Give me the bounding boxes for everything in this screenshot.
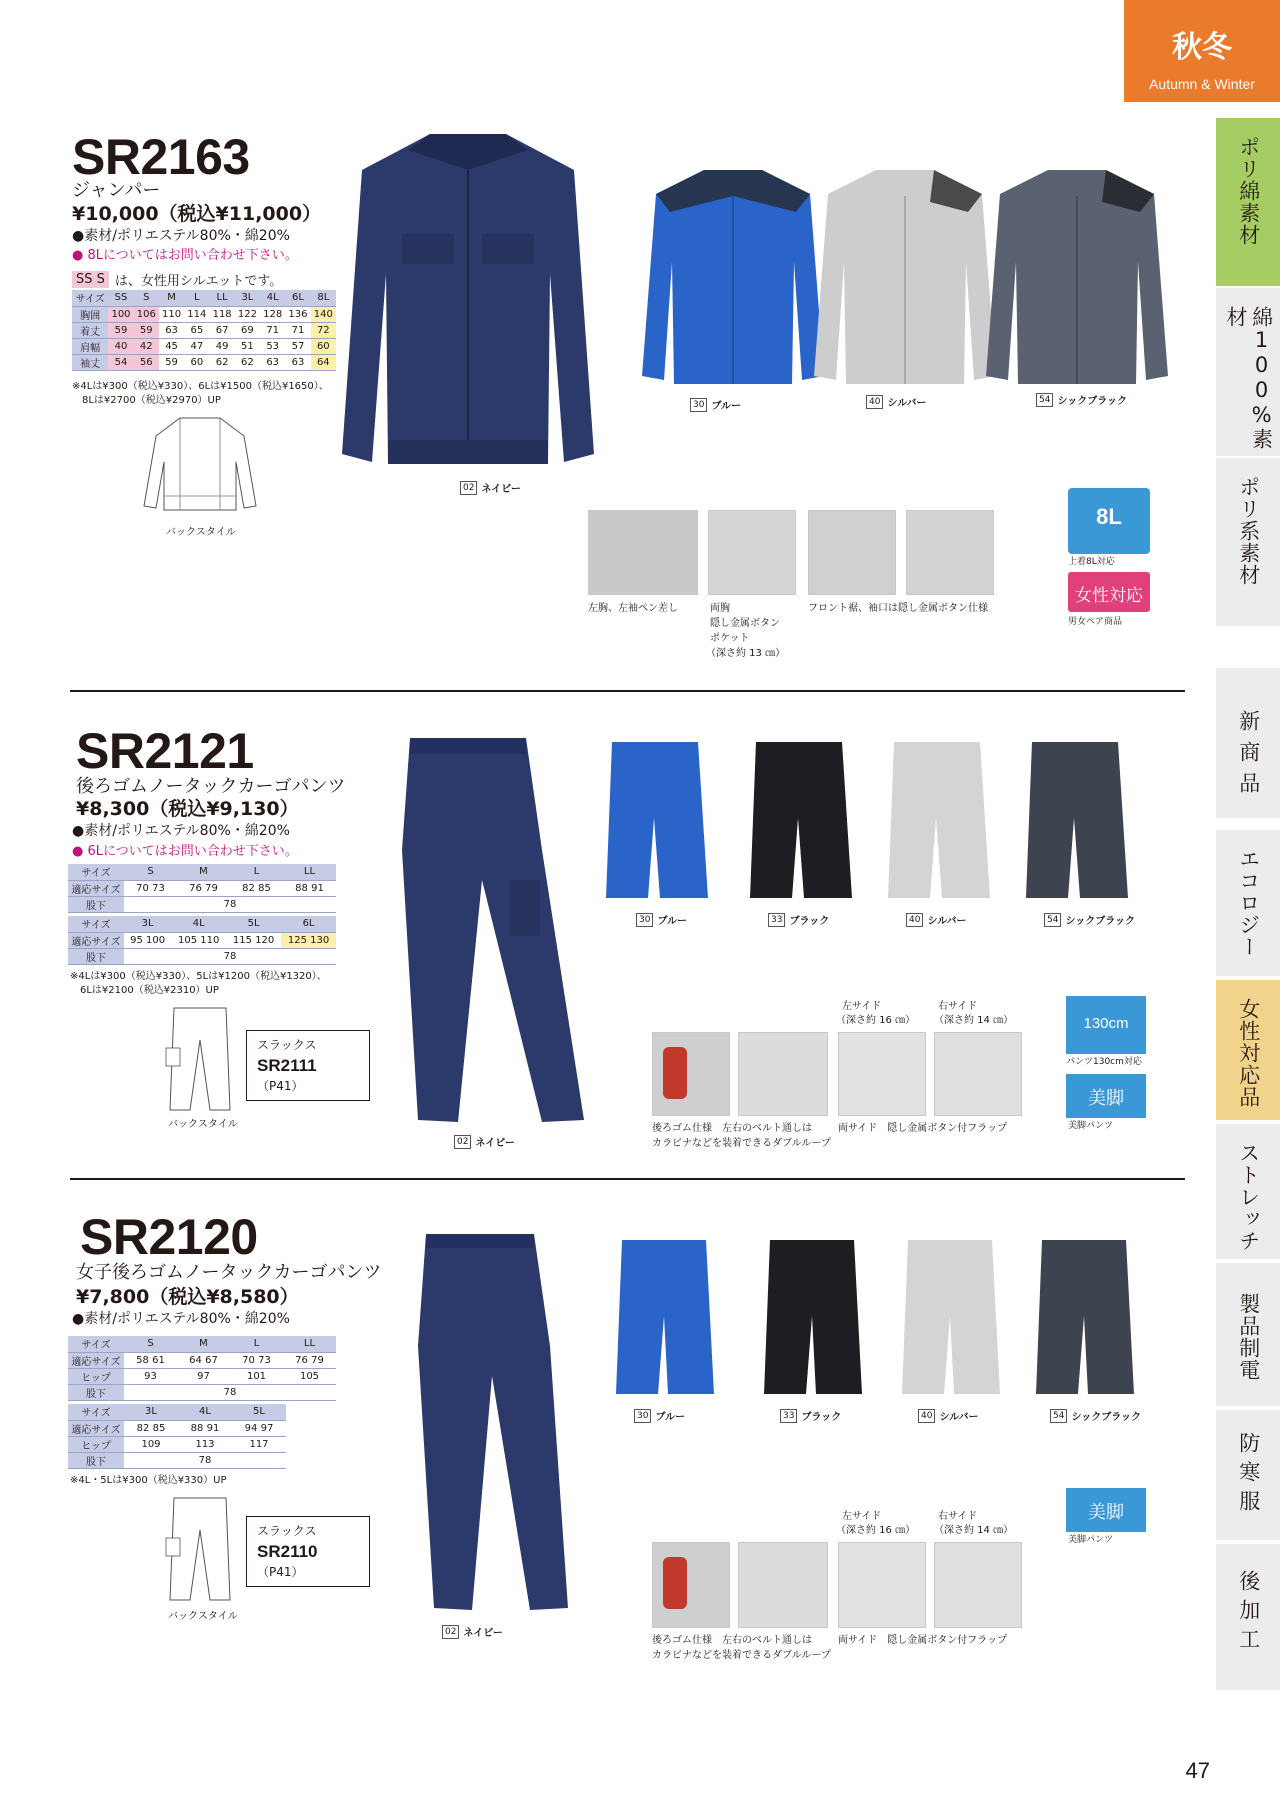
badge-8l-cap: 上着8L対応 xyxy=(1068,557,1115,567)
swatch-sr2121-black xyxy=(768,912,829,927)
td: 78 xyxy=(124,1384,336,1400)
jacket-silver-image xyxy=(810,162,1000,394)
badge-bikyaku-cap-2: 美脚パンツ xyxy=(1068,1535,1114,1545)
td: 股下 xyxy=(68,1452,124,1468)
sr2121-price: ¥8,300（税込¥9,130） xyxy=(76,798,299,820)
td: 胸囲 xyxy=(72,306,108,322)
th: サイズ xyxy=(72,290,108,306)
td: 適応サイズ xyxy=(68,932,124,948)
side-tab-postprocess[interactable] xyxy=(1216,1544,1280,1690)
sr2120-cap-1: 後ろゴム仕様 左右のベルト通しは xyxy=(652,1635,812,1646)
swatch-sr2120-black xyxy=(780,1408,841,1423)
th: M xyxy=(177,864,230,880)
td: 114 xyxy=(184,306,209,322)
th: SS xyxy=(108,290,133,306)
sr2163-price-note-2: 8Lは¥2700（税込¥2970）UP xyxy=(82,395,221,406)
td: 40 xyxy=(108,338,133,354)
season-tab xyxy=(1124,0,1280,102)
th: 3L xyxy=(124,1404,178,1420)
sr2120-model: SR2120 xyxy=(80,1209,258,1265)
td: 適応サイズ xyxy=(68,1420,124,1436)
silhouette-tag: SS S xyxy=(72,271,109,288)
sr2120-size-table-2 xyxy=(68,1404,286,1469)
badge-bikyaku-text: 美脚 xyxy=(1088,1088,1124,1109)
td: 78 xyxy=(124,948,336,964)
swatch-code: 40 xyxy=(906,913,923,927)
swatch-code: 54 xyxy=(1036,393,1053,407)
sr2121-model: SR2121 xyxy=(76,723,254,779)
td: 109 xyxy=(124,1436,178,1452)
swatch-sr2121-navy xyxy=(454,1134,515,1149)
swatch-code: 02 xyxy=(442,1625,459,1639)
td: 54 xyxy=(108,354,133,370)
detail-left-pocket-2 xyxy=(838,1542,926,1628)
td: 128 xyxy=(260,306,285,322)
td: 59 xyxy=(108,322,133,338)
sr2121-back-label: バックスタイル xyxy=(168,1119,238,1130)
td: 105 xyxy=(283,1368,336,1384)
th: サイズ xyxy=(68,916,124,932)
sr2163-back-label: バックスタイル xyxy=(166,527,236,538)
swatch-code: 02 xyxy=(454,1135,471,1149)
td: 51 xyxy=(235,338,260,354)
td: 136 xyxy=(285,306,310,322)
ref-label: スラックス xyxy=(257,1038,317,1052)
th: S xyxy=(124,864,177,880)
side-tab-stretch[interactable] xyxy=(1216,1124,1280,1259)
swatch-name: シルバー xyxy=(939,1412,979,1423)
td: ヒップ xyxy=(68,1436,124,1452)
jacket-navy-image xyxy=(338,124,598,484)
pants-back-sketch-2 xyxy=(160,1494,240,1604)
side-tab-label: 防寒服 xyxy=(1236,1432,1261,1519)
side-tab-label: エコロジー xyxy=(1236,848,1261,958)
detail-back-elastic-1 xyxy=(652,1032,730,1116)
season-jp: 秋冬 xyxy=(1172,30,1232,65)
swatch-name: シルバー xyxy=(927,916,967,927)
swatch-name: ネイビー xyxy=(481,484,521,495)
swatch-sr2120-blue xyxy=(634,1408,685,1423)
swatch-code: 40 xyxy=(866,395,883,409)
sr2120-back-label: バックスタイル xyxy=(168,1611,238,1622)
th: LL xyxy=(209,290,234,306)
detail-cap-2d: （深さ約 13 ㎝） xyxy=(706,648,786,659)
sr2163-note: ● 8Lについてはお問い合わせ下さい。 xyxy=(72,248,298,263)
sr2120-ref-box[interactable] xyxy=(246,1516,370,1587)
badge-8l-text: 8L xyxy=(1096,504,1122,529)
td: 60 xyxy=(311,338,336,354)
badge-bikyaku-text: 美脚 xyxy=(1088,1502,1124,1523)
sr2120-left-depth: （深さ約 16 ㎝） xyxy=(836,1525,916,1536)
side-tab-women[interactable] xyxy=(1216,980,1280,1120)
detail-belt-loop-1 xyxy=(738,1032,828,1116)
page-number: 47 xyxy=(1185,1758,1210,1783)
th: L xyxy=(230,864,283,880)
pants-navy-image xyxy=(392,730,592,1130)
td: 63 xyxy=(285,354,310,370)
swatch-code: 54 xyxy=(1050,1409,1067,1423)
td: 42 xyxy=(134,338,159,354)
detail-right-pocket-1 xyxy=(934,1032,1022,1116)
th: S xyxy=(124,1336,177,1352)
th: 4L xyxy=(171,916,226,932)
sr2163-price-note-1: ※4Lは¥300（税込¥330）、6Lは¥1500（税込¥1650）、 xyxy=(72,381,329,392)
td: 122 xyxy=(235,306,260,322)
th: 6L xyxy=(281,916,336,932)
sr2120-size-table-1 xyxy=(68,1336,336,1401)
detail-right-pocket-2 xyxy=(934,1542,1022,1628)
badge-130-text: 130cm xyxy=(1083,1015,1129,1032)
th: 4L xyxy=(260,290,285,306)
sr2121-cap-2: カラビナなどを装着できるダブルループ xyxy=(652,1138,831,1149)
detail-left-pocket-1 xyxy=(838,1032,926,1116)
sr2121-note: ● 6Lについてはお問い合わせ下さい。 xyxy=(72,844,298,859)
td: 70 73 xyxy=(230,1352,283,1368)
sr2121-ref-box[interactable] xyxy=(246,1030,370,1101)
badge-bikyaku-2 xyxy=(1066,1488,1146,1532)
td: 45 xyxy=(159,338,184,354)
sr2121-name: 後ろゴムノータックカーゴパンツ xyxy=(76,776,346,797)
td: 62 xyxy=(209,354,234,370)
sr2120-price: ¥7,800（税込¥8,580） xyxy=(76,1286,299,1308)
td: 78 xyxy=(124,896,336,912)
td: 63 xyxy=(260,354,285,370)
side-tab-cotton100[interactable] xyxy=(1216,288,1280,456)
sr2120-price-note: ※4L・5Lは¥300（税込¥330）UP xyxy=(70,1475,227,1486)
pants-black-image xyxy=(744,738,856,904)
swatch-name: ブルー xyxy=(655,1412,686,1423)
detail-cap-3: フロント裾、袖口は隠し金属ボタン仕様 xyxy=(808,603,988,614)
th: M xyxy=(177,1336,230,1352)
td: 適応サイズ xyxy=(68,1352,124,1368)
td: 60 xyxy=(184,354,209,370)
th: 5L xyxy=(232,1404,286,1420)
swatch-name: シルバー xyxy=(887,398,927,409)
td: 49 xyxy=(209,338,234,354)
sr2121-size-table-2 xyxy=(68,916,336,965)
side-tab-label: 製品制電 xyxy=(1236,1293,1261,1381)
women-pants-silver-image xyxy=(898,1236,1004,1400)
sr2121-price-note-2: 6Lは¥2100（税込¥2310）UP xyxy=(80,985,219,996)
detail-cap-2c: ポケット xyxy=(710,633,750,644)
swatch-sr2120-silver xyxy=(918,1408,979,1423)
swatch-sr2121-blue xyxy=(636,912,687,927)
ref-model: SR2111 xyxy=(257,1055,317,1075)
sr2163-name: ジャンパー xyxy=(72,180,161,201)
women-pants-chicblack-image xyxy=(1032,1236,1138,1400)
swatch-name: シックブラック xyxy=(1065,916,1136,927)
sr2163-price: ¥10,000（税込¥11,000） xyxy=(72,203,322,225)
td: 63 xyxy=(159,322,184,338)
badge-women-text: 女性対応 xyxy=(1075,586,1143,606)
td: 105 110 xyxy=(171,932,226,948)
td: 47 xyxy=(184,338,209,354)
side-tab-label: 新商品 xyxy=(1236,710,1261,803)
td: 71 xyxy=(285,322,310,338)
women-pants-navy-image xyxy=(410,1226,580,1618)
td: 股下 xyxy=(68,896,124,912)
side-tab-label: 綿100%素材 xyxy=(1224,306,1274,450)
side-tab-cold[interactable] xyxy=(1216,1410,1280,1540)
th: M xyxy=(159,290,184,306)
td: 106 xyxy=(134,306,159,322)
td: 肩幅 xyxy=(72,338,108,354)
detail-belt-loop-2 xyxy=(738,1542,828,1628)
sr2121-right-side: 右サイド xyxy=(938,1001,978,1012)
sr2163-silhouette xyxy=(72,270,282,289)
td: 100 xyxy=(108,306,133,322)
detail-cap-2a: 両胸 xyxy=(710,603,730,614)
th: サイズ xyxy=(68,864,124,880)
swatch-sr2163-navy xyxy=(460,480,521,495)
td: 72 xyxy=(311,322,336,338)
side-tab-new[interactable] xyxy=(1216,668,1280,818)
th: 3L xyxy=(235,290,260,306)
swatch-name: シックブラック xyxy=(1057,396,1128,407)
badge-women-cap: 男女ペア商品 xyxy=(1068,617,1123,627)
swatch-sr2121-chicblack xyxy=(1044,912,1135,927)
td: 115 120 xyxy=(226,932,281,948)
badge-women xyxy=(1068,572,1150,612)
side-tab-label: ポリ綿素材 xyxy=(1236,136,1261,246)
td: 袖丈 xyxy=(72,354,108,370)
swatch-code: 33 xyxy=(768,913,785,927)
sr2163-material: ●素材/ポリエステル80%・綿20% xyxy=(72,228,290,244)
td: 59 xyxy=(134,322,159,338)
th: サイズ xyxy=(68,1336,124,1352)
jacket-chicblack-image xyxy=(982,162,1172,394)
badge-bikyaku-1 xyxy=(1066,1074,1146,1118)
pants-blue-image xyxy=(600,738,712,904)
td: 93 xyxy=(124,1368,177,1384)
swatch-code: 30 xyxy=(634,1409,651,1423)
sr2121-price-note-1: ※4Lは¥300（税込¥330）、5Lは¥1200（税込¥1320）、 xyxy=(70,971,327,982)
detail-cap-2b: 隠し金属ボタン xyxy=(710,618,780,629)
sr2120-right-depth: （深さ約 14 ㎝） xyxy=(934,1525,1014,1536)
pants-silver-image xyxy=(882,738,994,904)
td: 67 xyxy=(209,322,234,338)
pants-chicblack-image xyxy=(1020,738,1132,904)
swatch-name: ブラック xyxy=(801,1412,842,1423)
td: 125 130 xyxy=(281,932,336,948)
sr2121-material: ●素材/ポリエステル80%・綿20% xyxy=(72,823,290,839)
td: 62 xyxy=(235,354,260,370)
detail-front-hem xyxy=(808,510,896,595)
td: 58 61 xyxy=(124,1352,177,1368)
th: L xyxy=(184,290,209,306)
sr2163-model: SR2163 xyxy=(72,129,250,185)
ref-model: SR2110 xyxy=(257,1541,318,1561)
td: 56 xyxy=(134,354,159,370)
th: L xyxy=(230,1336,283,1352)
detail-pen-pocket xyxy=(588,510,698,595)
side-tab-ecology[interactable] xyxy=(1216,830,1280,976)
td: 適応サイズ xyxy=(68,880,124,896)
sr2121-size-table-1 xyxy=(68,864,336,913)
swatch-code: 02 xyxy=(460,481,477,495)
td: 64 67 xyxy=(177,1352,230,1368)
th: 6L xyxy=(285,290,310,306)
td: 57 xyxy=(285,338,310,354)
detail-chest-pocket xyxy=(708,510,796,595)
swatch-name: ブルー xyxy=(711,401,742,412)
swatch-sr2120-navy xyxy=(442,1624,503,1639)
th: 4L xyxy=(178,1404,232,1420)
th: 5L xyxy=(226,916,281,932)
side-tab-label: 女性対応品 xyxy=(1236,998,1261,1108)
sr2121-right-depth: （深さ約 14 ㎝） xyxy=(934,1015,1014,1026)
sr2121-cap-3: 両サイド 隠し金属ボタン付フラップ xyxy=(838,1123,1008,1134)
swatch-sr2163-blue xyxy=(690,397,741,412)
th: サイズ xyxy=(68,1404,124,1420)
td: 88 91 xyxy=(178,1420,232,1436)
section-divider-1 xyxy=(70,690,1185,692)
td: 64 xyxy=(311,354,336,370)
swatch-name: ネイビー xyxy=(475,1138,515,1149)
jacket-blue-image xyxy=(638,162,828,394)
badge-130-cap: パンツ130cm対応 xyxy=(1066,1057,1142,1067)
td: 76 79 xyxy=(177,880,230,896)
detail-back-elastic-2 xyxy=(652,1542,730,1628)
swatch-code: 40 xyxy=(918,1409,935,1423)
sr2120-cap-2: カラビナなどを装着できるダブルループ xyxy=(652,1650,831,1661)
td: 76 79 xyxy=(283,1352,336,1368)
section-divider-2 xyxy=(70,1178,1185,1180)
td: 71 xyxy=(260,322,285,338)
sr2120-right-side: 右サイド xyxy=(938,1511,978,1522)
side-tab-polyester[interactable] xyxy=(1216,458,1280,626)
td: 140 xyxy=(311,306,336,322)
td: 78 xyxy=(124,1452,286,1468)
sr2120-name: 女子後ろゴムノータックカーゴパンツ xyxy=(76,1262,382,1283)
silhouette-text: は、女性用シルエットです。 xyxy=(114,274,283,289)
side-tab-label: 後加工 xyxy=(1236,1570,1261,1657)
td: 110 xyxy=(159,306,184,322)
ref-label: スラックス xyxy=(257,1524,317,1538)
td: 94 97 xyxy=(232,1420,286,1436)
swatch-name: ブルー xyxy=(657,916,688,927)
td: 95 100 xyxy=(124,932,171,948)
badge-130cm xyxy=(1066,996,1146,1054)
td: 着丈 xyxy=(72,322,108,338)
swatch-name: ブラック xyxy=(789,916,830,927)
side-tab-label: ストレッチ xyxy=(1236,1142,1261,1252)
td: 股下 xyxy=(68,948,124,964)
sr2120-material: ●素材/ポリエステル80%・綿20% xyxy=(72,1311,290,1327)
td: 97 xyxy=(177,1368,230,1384)
td: 69 xyxy=(235,322,260,338)
swatch-sr2120-chicblack xyxy=(1050,1408,1141,1423)
td: 113 xyxy=(178,1436,232,1452)
swatch-name: シックブラック xyxy=(1071,1412,1142,1423)
sr2120-cap-3: 両サイド 隠し金属ボタン付フラップ xyxy=(838,1635,1008,1646)
td: 118 xyxy=(209,306,234,322)
td: ヒップ xyxy=(68,1368,124,1384)
pants-back-sketch-1 xyxy=(160,1004,240,1114)
td: 53 xyxy=(260,338,285,354)
side-tab-label: ポリ系素材 xyxy=(1236,476,1261,586)
women-pants-black-image xyxy=(760,1236,866,1400)
td: 82 85 xyxy=(124,1420,178,1436)
side-tab-antistatic[interactable] xyxy=(1216,1263,1280,1406)
jacket-back-sketch xyxy=(140,410,260,520)
swatch-sr2163-chicblack xyxy=(1036,392,1127,407)
sr2121-left-side: 左サイド xyxy=(842,1001,882,1012)
swatch-name: ネイビー xyxy=(463,1628,503,1639)
sr2163-size-table xyxy=(72,290,336,371)
td: 70 73 xyxy=(124,880,177,896)
sr2121-left-depth: （深さ約 16 ㎝） xyxy=(836,1015,916,1026)
td: 65 xyxy=(184,322,209,338)
swatch-code: 33 xyxy=(780,1409,797,1423)
th: 8L xyxy=(311,290,336,306)
th: LL xyxy=(283,1336,336,1352)
swatch-code: 30 xyxy=(636,913,653,927)
td: 101 xyxy=(230,1368,283,1384)
sr2121-cap-1: 後ろゴム仕様 左右のベルト通しは xyxy=(652,1123,812,1134)
td: 股下 xyxy=(68,1384,124,1400)
td: 59 xyxy=(159,354,184,370)
sr2120-left-side: 左サイド xyxy=(842,1511,882,1522)
badge-8l xyxy=(1068,488,1150,554)
detail-cap-1: 左胸、左袖ペン差し xyxy=(588,603,678,614)
td: 88 91 xyxy=(283,880,336,896)
season-en: Autumn & Winter xyxy=(1149,76,1255,92)
swatch-code: 30 xyxy=(690,398,707,412)
th: LL xyxy=(283,864,336,880)
th: 3L xyxy=(124,916,171,932)
badge-bikyaku-cap-1: 美脚パンツ xyxy=(1068,1121,1114,1131)
side-tab-poly-cotton[interactable] xyxy=(1216,118,1280,286)
ref-page: （P41） xyxy=(257,1564,304,1579)
detail-cuff xyxy=(906,510,994,595)
th: S xyxy=(134,290,159,306)
ref-page: （P41） xyxy=(257,1078,304,1093)
td: 82 85 xyxy=(230,880,283,896)
swatch-sr2163-silver xyxy=(866,394,927,409)
td: 117 xyxy=(232,1436,286,1452)
swatch-sr2121-silver xyxy=(906,912,967,927)
swatch-code: 54 xyxy=(1044,913,1061,927)
women-pants-blue-image xyxy=(612,1236,718,1400)
